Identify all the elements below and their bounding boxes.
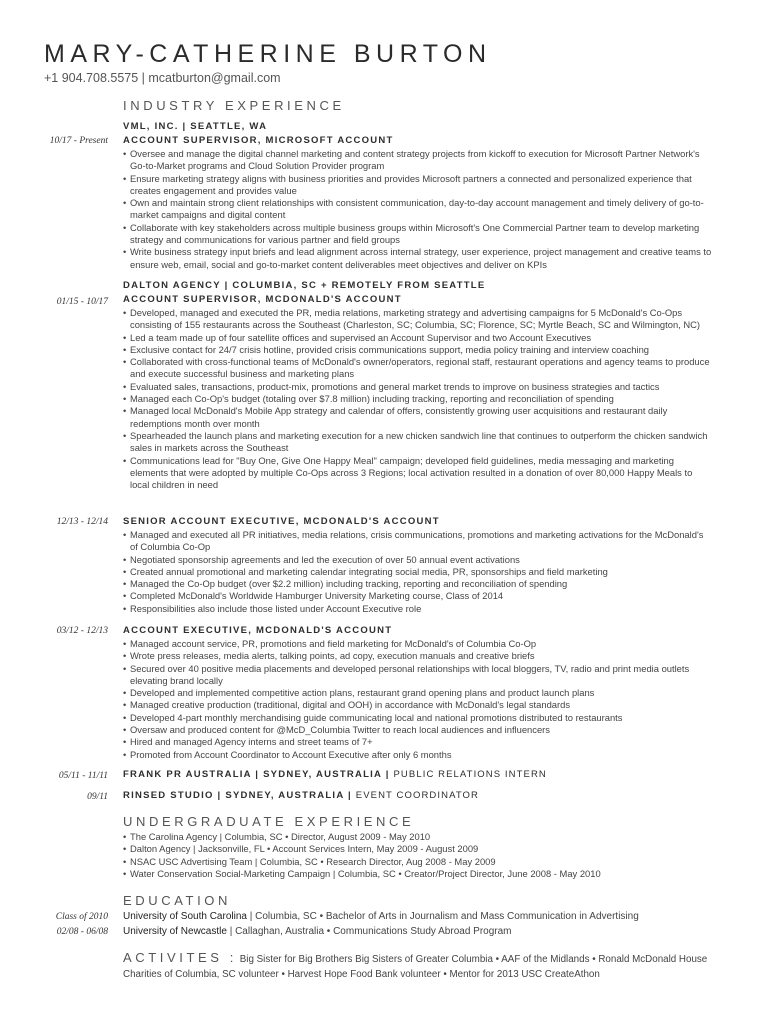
dalton-supervisor-bullet: • Spearheaded the launch plans and marketing execution for a new chicken sandwich line that continues to outperform the chicken sandwich sales in markets across the Southeast [123,430,713,455]
vml-bullet: • Oversee and manage the digital channel marketing and content strategy projects from kickoff to execution for Microsoft Partner Network's Go-to-Market programs and Cloud Solution Provider program [123,148,713,173]
education-detail: | Columbia, SC • Bachelor of Arts in Journalism and Mass Communication in Advertising [246,911,639,922]
senior-ae-bullet: • Completed McDonald's Worldwide Hamburger University Marketing course, Class of 2014 [123,590,713,602]
undergraduate-experience-heading: UNDERGRADUATE EXPERIENCE [123,814,415,829]
education-entry [123,910,713,924]
activities-heading: ACTIVITES : [123,950,238,965]
senior-ae-section [123,515,713,615]
dalton-supervisor-bullet: • Collaborated with cross-functional teams of McDonald's owner/operators, regional staff, restaurant operations and agency teams to produce and execute successful business and marketing plans [123,356,713,381]
rinsed-date: 09/11 [87,792,108,802]
dalton-supervisor-bullet: • Led a team made up of four satellite offices and supervised an Account Supervisor and two Account Executives [123,332,713,344]
industry-experience-heading: INDUSTRY EXPERIENCE [123,98,345,113]
dalton-supervisor-bullet: • Communications lead for "Buy One, Give One Happy Meal" campaign; developed field guidelines, media messaging and marketing elements that were adopted by multiple Co-Ops across 3 Regions; local activation resulted in a donation of over 80,000 Happy Meals to local children in need [123,455,713,492]
undergraduate-item: • The Carolina Agency | Columbia, SC • Director, August 2009 - May 2010 [123,831,713,843]
frank-role: PUBLIC RELATIONS INTERN [393,769,547,780]
vml-bullet: • Collaborate with key stakeholders across multiple business groups within Microsoft's One Commercial Partner team to develop marketing strategy and communications for various partner and field groups [123,222,713,247]
vml-role: ACCOUNT SUPERVISOR, MICROSOFT ACCOUNT [123,135,394,146]
activities-text: Big Sister for Big Brothers Big Sisters of Greater Columbia • AAF of the Midlands • Ronald McDonald House Charities of Columbia, SC volunteer • Harvest Hope Food Bank volunteer • Mentor for 2013 USC CreateAthon [123,954,708,980]
frank-date: 05/11 - 11/11 [58,771,108,781]
vml-bullets [123,148,713,271]
senior-ae-bullet: • Managed the Co-Op budget (over $2.2 million) including tracking, reporting and reconciliation of spending [123,578,713,590]
dalton-supervisor-bullet: • Managed local McDonald's Mobile App strategy and calendar of offers, consistently growing user acquisitions and restaurant daily redemptions month over month [123,405,713,430]
dalton-supervisor-bullet: • Exclusive contact for 24/7 crisis hotline, provided crisis communications support, media policy training and interview coaching [123,344,713,356]
dalton-supervisor-role: ACCOUNT SUPERVISOR, MCDONALD'S ACCOUNT [123,294,402,305]
school-name: University of Newcastle [123,926,227,937]
ae-role: ACCOUNT EXECUTIVE, MCDONALD'S ACCOUNT [123,625,393,636]
activities-section [123,950,708,982]
vml-bullet: • Own and maintain strong client relationships with consistent communication, day-to-day account management and timely delivery of go-to-market campaigns and digital content [123,197,713,222]
ae-bullet: • Oversaw and produced content for @McD_Columbia Twitter to reach local audiences and influencers [123,724,713,736]
education-date: Class of 2010 [55,912,108,922]
senior-ae-bullet: • Negotiated sponsorship agreements and led the execution of over 50 annual event activations [123,554,713,566]
senior-ae-role: SENIOR ACCOUNT EXECUTIVE, MCDONALD'S ACCOUNT [123,516,440,527]
ae-bullets [123,638,713,761]
undergraduate-item: • Dalton Agency | Jacksonville, FL • Account Services Intern, May 2009 - August 2009 [123,843,713,855]
senior-ae-bullet: • Created annual promotional and marketing calendar integrating social media, PR, sponsorships and field marketing [123,566,713,578]
education-detail: | Callaghan, Australia • Communications Study Abroad Program [226,926,512,937]
undergraduate-item: • NSAC USC Advertising Team | Columbia, SC • Research Director, Aug 2008 - May 2009 [123,856,713,868]
ae-bullet: • Managed creative production (traditional, digital and OOH) in accordance with McDonald's legal standards [123,699,713,711]
frank-org: FRANK PR AUSTRALIA | SYDNEY, AUSTRALIA | [123,769,390,780]
senior-ae-bullets [123,529,713,615]
vml-bullet: • Write business strategy input briefs and lead alignment across internal strategy, user experience, project management and creative teams to ensure web, email, social and go-to-market content deliverables meet objectives and deliver on KPIs [123,246,713,271]
rinsed-org: RINSED STUDIO | SYDNEY, AUSTRALIA | [123,790,352,801]
dalton-supervisor-bullet: • Developed, managed and executed the PR, media relations, marketing strategy and advertising campaigns for 5 McDonald's Co-Ops consisting of 155 restaurants across the Southeast (Charleston, SC; Columbia, SC; Florence, SC; Myrtle Beach, SC and Wilmington, NC) [123,307,713,332]
rinsed-section [123,789,713,803]
ae-bullet: • Secured over 40 positive media placements and developed personal relationships with local bloggers, TV, radio and print media outlets elevating brand locally [123,663,713,688]
education-heading: EDUCATION [123,893,231,908]
dalton-supervisor-bullet: • Evaluated sales, transactions, product-mix, promotions and general market trends to improve on business strategies and tactics [123,381,713,393]
ae-bullet: • Wrote press releases, media alerts, talking points, ad copy, execution manuals and creative briefs [123,650,713,662]
dalton-supervisor-bullets [123,307,713,491]
ae-bullet: • Managed account service, PR, promotions and field marketing for McDonald's of Columbia Co-Op [123,638,713,650]
education-entry [123,925,713,939]
ae-date: 03/12 - 12/13 [56,626,108,636]
vml-section [123,120,713,271]
vml-date: 10/17 - Present [49,136,108,146]
ae-bullet: • Developed and implemented competitive action plans, restaurant grand opening plans and product launch plans [123,687,713,699]
senior-ae-bullet: • Managed and executed all PR initiatives, media relations, crisis communications, promotions and marketing activations for the McDonald's of Columbia Co-Op [123,529,713,554]
dalton-supervisor-date: 01/15 - 10/17 [56,297,108,307]
senior-ae-bullet: • Responsibilities also include those listed under Account Executive role [123,603,713,615]
vml-bullet: • Ensure marketing strategy aligns with business priorities and provides Microsoft partners a connected and personalized experience that creates engagement and provides value [123,173,713,198]
frank-section [123,768,713,782]
school-name: University of South Carolina [123,911,247,922]
resume-name: MARY-CATHERINE BURTON [44,40,492,68]
ae-section [123,624,713,761]
dalton-org: DALTON AGENCY | COLUMBIA, SC + REMOTELY FROM SEATTLE [123,280,486,291]
dalton-supervisor-section [123,279,713,491]
contact-line: +1 904.708.5575 | mcatburton@gmail.com [44,71,281,85]
education-date: 02/08 - 06/08 [56,927,108,937]
undergraduate-list [123,831,713,880]
undergraduate-item: • Water Conservation Social-Marketing Campaign | Columbia, SC • Creator/Project Director, June 2008 - May 2010 [123,868,713,880]
rinsed-role: EVENT COORDINATOR [355,790,479,801]
vml-org: VML, INC. | SEATTLE, WA [123,121,268,132]
senior-ae-date: 12/13 - 12/14 [56,517,108,527]
ae-bullet: • Hired and managed Agency interns and street teams of 7+ [123,736,713,748]
ae-bullet: • Promoted from Account Coordinator to Account Executive after only 6 months [123,749,713,761]
dalton-supervisor-bullet: • Managed each Co-Op's budget (totaling over $7.8 million) including tracking, reporting and reconciliation of spending [123,393,713,405]
ae-bullet: • Developed 4-part monthly merchandising guide communicating local and national promotions distributed to restaurants [123,712,713,724]
